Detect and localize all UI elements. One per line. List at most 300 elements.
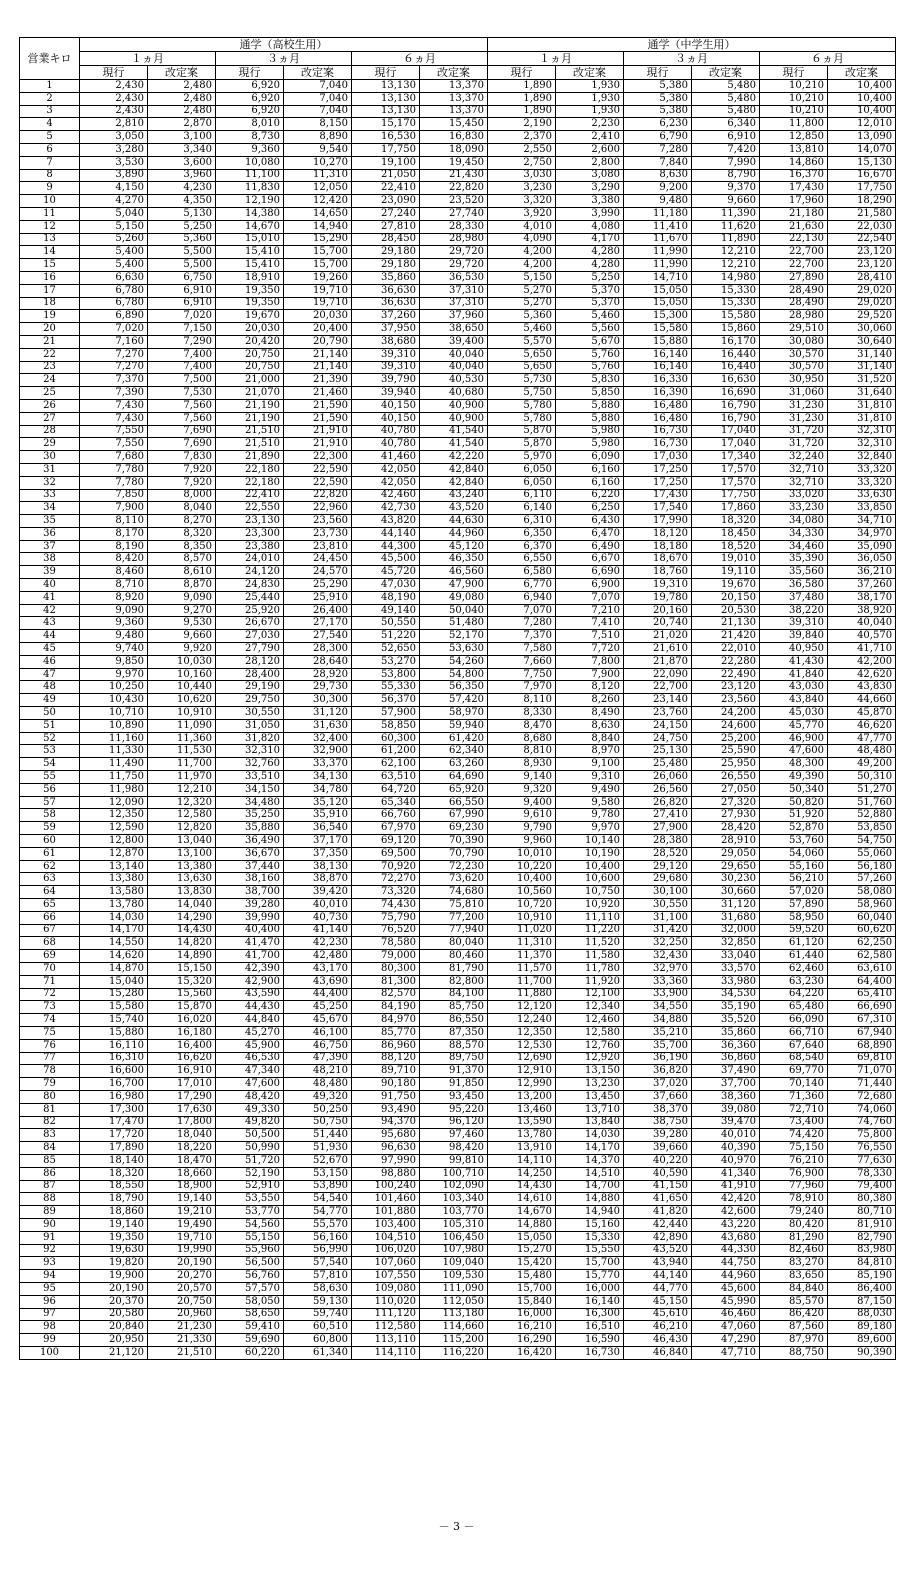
fare-cell: 80,420 (760, 1218, 828, 1231)
fare-cell: 87,560 (760, 1321, 828, 1334)
table-row (20, 822, 896, 835)
fare-cell: 84,810 (828, 1257, 896, 1270)
fare-cell: 53,630 (420, 643, 488, 656)
fare-cell: 10,750 (556, 886, 624, 899)
fare-cell: 57,260 (828, 873, 896, 886)
fare-cell: 5,250 (148, 220, 216, 233)
fare-cell: 17,290 (148, 1090, 216, 1103)
fare-cell: 49,320 (284, 1090, 352, 1103)
fare-cell: 17,630 (148, 1103, 216, 1116)
fare-cell: 9,100 (556, 758, 624, 771)
fare-cell: 14,860 (760, 156, 828, 169)
fare-cell: 53,800 (352, 668, 420, 681)
fare-cell: 86,960 (352, 1039, 420, 1052)
fare-cell: 25,200 (692, 732, 760, 745)
fare-cell: 5,270 (488, 297, 556, 310)
km-cell: 10 (20, 195, 80, 208)
table-row (20, 1295, 896, 1308)
fare-cell: 5,560 (556, 323, 624, 336)
km-cell: 46 (20, 655, 80, 668)
fare-cell: 39,280 (624, 1129, 692, 1142)
fare-cell: 17,250 (624, 476, 692, 489)
fare-cell: 43,240 (420, 489, 488, 502)
km-cell: 53 (20, 745, 80, 758)
fare-cell: 56,500 (216, 1257, 284, 1270)
table-row (20, 348, 896, 361)
fare-cell: 35,390 (760, 553, 828, 566)
fare-cell: 16,140 (624, 348, 692, 361)
fare-cell: 88,120 (352, 1052, 420, 1065)
fare-cell: 36,050 (828, 553, 896, 566)
fare-cell: 4,010 (488, 220, 556, 233)
fare-cell: 2,800 (556, 156, 624, 169)
fare-cell: 32,710 (760, 476, 828, 489)
fare-cell: 19,450 (420, 156, 488, 169)
fare-cell: 37,950 (352, 323, 420, 336)
fare-cell: 5,270 (488, 284, 556, 297)
fare-cell: 23,520 (420, 195, 488, 208)
fare-cell: 5,760 (556, 348, 624, 361)
table-row (20, 732, 896, 745)
ms-3month-header: ３ヵ月 (624, 52, 760, 66)
fare-cell: 17,540 (624, 502, 692, 515)
fare-cell: 11,580 (556, 950, 624, 963)
km-cell: 4 (20, 118, 80, 131)
fare-cell: 23,120 (692, 681, 760, 694)
fare-cell: 45,870 (828, 707, 896, 720)
fare-cell: 42,600 (692, 1206, 760, 1219)
fare-cell: 12,320 (148, 796, 216, 809)
fare-cell: 8,190 (80, 540, 148, 553)
fare-cell: 22,030 (828, 220, 896, 233)
fare-cell: 6,920 (216, 80, 284, 93)
fare-cell: 31,420 (624, 924, 692, 937)
fare-cell: 64,720 (352, 783, 420, 796)
fare-cell: 23,140 (624, 694, 692, 707)
fare-cell: 51,720 (216, 1154, 284, 1167)
fare-cell: 8,630 (624, 169, 692, 182)
fare-cell: 16,910 (148, 1065, 216, 1078)
fare-cell: 18,120 (624, 527, 692, 540)
fare-cell: 41,710 (828, 643, 896, 656)
km-cell: 61 (20, 847, 80, 860)
fare-cell: 21,590 (284, 412, 352, 425)
fare-cell: 57,900 (352, 707, 420, 720)
fare-cell: 1,930 (556, 92, 624, 105)
fare-cell: 8,460 (80, 566, 148, 579)
fare-cell: 13,040 (148, 835, 216, 848)
table-row (20, 1180, 896, 1193)
fare-cell: 16,530 (352, 131, 420, 144)
fare-cell: 12,530 (488, 1039, 556, 1052)
fare-cell: 59,940 (420, 719, 488, 732)
km-cell: 57 (20, 796, 80, 809)
km-cell: 89 (20, 1206, 80, 1219)
fare-cell: 29,750 (216, 694, 284, 707)
fare-cell: 12,420 (284, 195, 352, 208)
fare-cell: 18,320 (80, 1167, 148, 1180)
fare-cell: 31,140 (828, 361, 896, 374)
fare-cell: 36,540 (284, 822, 352, 835)
table-row (20, 655, 896, 668)
fare-cell: 24,750 (624, 732, 692, 745)
fare-cell: 40,150 (352, 399, 420, 412)
fare-cell: 21,510 (148, 1346, 216, 1359)
fare-cell: 30,950 (760, 374, 828, 387)
fare-cell: 75,790 (352, 911, 420, 924)
fare-cell: 1,890 (488, 80, 556, 93)
fare-cell: 9,740 (80, 643, 148, 656)
fare-cell: 16,730 (556, 1346, 624, 1359)
fare-cell: 38,170 (828, 591, 896, 604)
fare-cell: 8,930 (488, 758, 556, 771)
fare-cell: 48,480 (284, 1078, 352, 1091)
fare-cell: 58,650 (216, 1308, 284, 1321)
fare-cell: 10,400 (488, 873, 556, 886)
fare-cell: 39,840 (760, 630, 828, 643)
fare-cell: 4,270 (80, 195, 148, 208)
fare-cell: 27,540 (284, 630, 352, 643)
fare-cell: 32,760 (216, 758, 284, 771)
fare-cell: 40,950 (760, 643, 828, 656)
fare-cell: 89,750 (420, 1052, 488, 1065)
fare-cell: 16,210 (488, 1321, 556, 1334)
fare-cell: 16,700 (80, 1078, 148, 1091)
fare-cell: 54,260 (420, 655, 488, 668)
fare-cell: 30,640 (828, 335, 896, 348)
fare-cell: 73,620 (420, 873, 488, 886)
fare-cell: 18,670 (624, 553, 692, 566)
km-cell: 82 (20, 1116, 80, 1129)
fare-cell: 37,020 (624, 1078, 692, 1091)
fare-cell: 58,970 (420, 707, 488, 720)
fare-cell: 5,650 (488, 361, 556, 374)
fare-cell: 2,190 (488, 118, 556, 131)
fare-cell: 5,360 (148, 233, 216, 246)
fare-cell: 30,300 (284, 694, 352, 707)
fare-cell: 18,760 (624, 566, 692, 579)
fare-cell: 98,420 (420, 1142, 488, 1155)
fare-cell: 2,370 (488, 131, 556, 144)
fare-cell: 59,690 (216, 1334, 284, 1347)
fare-cell: 7,270 (80, 361, 148, 374)
fare-cell: 73,400 (760, 1116, 828, 1129)
fare-cell: 54,060 (760, 847, 828, 860)
fare-cell: 109,040 (420, 1257, 488, 1270)
fare-cell: 56,160 (284, 1231, 352, 1244)
fare-cell: 11,750 (80, 771, 148, 784)
table-row (20, 297, 896, 310)
fare-cell: 17,890 (80, 1142, 148, 1155)
fare-cell: 51,760 (828, 796, 896, 809)
km-cell: 22 (20, 348, 80, 361)
fare-cell: 39,660 (624, 1142, 692, 1155)
fare-cell: 6,160 (556, 463, 624, 476)
fare-cell: 14,890 (148, 950, 216, 963)
fare-cell: 91,750 (352, 1090, 420, 1103)
fare-cell: 26,560 (624, 783, 692, 796)
fare-cell: 45,600 (692, 1282, 760, 1295)
fare-cell: 57,540 (284, 1257, 352, 1270)
km-cell: 65 (20, 899, 80, 912)
fare-cell: 41,840 (760, 668, 828, 681)
fare-cell: 114,660 (420, 1321, 488, 1334)
fare-cell: 19,140 (148, 1193, 216, 1206)
fare-cell: 16,110 (80, 1039, 148, 1052)
table-row (20, 1231, 896, 1244)
table-row (20, 259, 896, 272)
fare-cell: 13,380 (148, 860, 216, 873)
fare-cell: 20,420 (216, 335, 284, 348)
table-row (20, 310, 896, 323)
fare-cell: 9,360 (216, 143, 284, 156)
fare-cell: 13,460 (488, 1103, 556, 1116)
fare-cell: 7,990 (692, 156, 760, 169)
fare-cell: 107,980 (420, 1244, 488, 1257)
table-row (20, 1308, 896, 1321)
fare-cell: 29,020 (828, 297, 896, 310)
fare-cell: 19,900 (80, 1270, 148, 1283)
fare-cell: 31,680 (692, 911, 760, 924)
km-cell: 50 (20, 707, 80, 720)
fare-cell: 19,670 (216, 310, 284, 323)
fare-cell: 84,190 (352, 1001, 420, 1014)
fare-cell: 40,150 (352, 412, 420, 425)
fare-cell: 33,850 (828, 502, 896, 515)
fare-cell: 44,140 (624, 1270, 692, 1283)
fare-cell: 15,270 (488, 1244, 556, 1257)
fare-cell: 63,260 (420, 758, 488, 771)
fare-cell: 32,000 (692, 924, 760, 937)
fare-cell: 16,400 (148, 1039, 216, 1052)
fare-cell: 15,330 (692, 297, 760, 310)
fare-cell: 8,730 (216, 131, 284, 144)
table-row (20, 1026, 896, 1039)
fare-cell: 7,210 (556, 604, 624, 617)
fare-cell: 33,570 (692, 962, 760, 975)
fare-cell: 12,850 (760, 131, 828, 144)
fare-cell: 47,340 (216, 1065, 284, 1078)
fare-cell: 13,630 (148, 873, 216, 886)
fare-cell: 2,480 (148, 92, 216, 105)
km-cell: 100 (20, 1346, 80, 1359)
km-cell: 86 (20, 1167, 80, 1180)
fare-cell: 40,780 (352, 425, 420, 438)
fare-cell: 43,030 (760, 681, 828, 694)
fare-cell: 29,720 (420, 246, 488, 259)
table-row (20, 80, 896, 93)
fare-cell: 43,520 (624, 1244, 692, 1257)
fare-cell: 32,430 (624, 950, 692, 963)
table-row (20, 1090, 896, 1103)
fare-cell: 9,660 (692, 195, 760, 208)
fare-cell: 20,150 (692, 591, 760, 604)
fare-cell: 16,330 (624, 374, 692, 387)
table-row (20, 105, 896, 118)
fare-cell: 14,430 (148, 924, 216, 937)
fare-cell: 43,590 (216, 988, 284, 1001)
fare-cell: 37,660 (624, 1090, 692, 1103)
fare-cell: 17,960 (760, 195, 828, 208)
fare-cell: 32,310 (828, 425, 896, 438)
fare-cell: 7,660 (488, 655, 556, 668)
fare-cell: 5,380 (624, 92, 692, 105)
fare-cell: 3,600 (148, 156, 216, 169)
table-row (20, 1167, 896, 1180)
fare-cell: 11,220 (556, 924, 624, 937)
fare-cell: 32,310 (216, 745, 284, 758)
fare-cell: 7,270 (80, 348, 148, 361)
fare-cell: 5,250 (556, 271, 624, 284)
fare-cell: 12,210 (692, 246, 760, 259)
fare-cell: 9,970 (80, 668, 148, 681)
fare-cell: 83,650 (760, 1270, 828, 1283)
fare-cell: 16,730 (624, 425, 692, 438)
fare-cell: 62,250 (828, 937, 896, 950)
fare-cell: 36,190 (624, 1052, 692, 1065)
fare-cell: 8,170 (80, 527, 148, 540)
fare-cell: 109,080 (352, 1282, 420, 1295)
fare-cell: 82,800 (420, 975, 488, 988)
table-row (20, 950, 896, 963)
fare-cell: 53,770 (216, 1206, 284, 1219)
km-cell: 77 (20, 1052, 80, 1065)
fare-cell: 18,180 (624, 540, 692, 553)
fare-cell: 49,200 (828, 758, 896, 771)
table-row (20, 374, 896, 387)
fare-cell: 42,460 (352, 489, 420, 502)
fare-cell: 34,710 (828, 515, 896, 528)
fare-cell: 34,880 (624, 1014, 692, 1027)
fare-cell: 24,010 (216, 553, 284, 566)
fare-cell: 41,910 (692, 1180, 760, 1193)
km-cell: 27 (20, 412, 80, 425)
fare-cell: 55,570 (284, 1218, 352, 1231)
fare-cell: 76,210 (760, 1154, 828, 1167)
fare-cell: 85,770 (352, 1026, 420, 1039)
fare-cell: 6,940 (488, 591, 556, 604)
fare-cell: 40,530 (420, 374, 488, 387)
fare-cell: 51,440 (284, 1129, 352, 1142)
fare-cell: 12,210 (692, 259, 760, 272)
table-row (20, 425, 896, 438)
proposed-header: 改定案 (828, 66, 896, 80)
fare-cell: 28,490 (760, 297, 828, 310)
fare-cell: 31,120 (692, 899, 760, 912)
fare-cell: 93,490 (352, 1103, 420, 1116)
fare-cell: 31,630 (284, 719, 352, 732)
fare-cell: 44,770 (624, 1282, 692, 1295)
fare-cell: 6,770 (488, 579, 556, 592)
table-row (20, 630, 896, 643)
fare-cell: 67,970 (352, 822, 420, 835)
fare-cell: 14,430 (488, 1180, 556, 1193)
fare-cell: 22,700 (760, 259, 828, 272)
fare-cell: 7,500 (148, 374, 216, 387)
fare-cell: 47,600 (760, 745, 828, 758)
fare-cell: 51,270 (828, 783, 896, 796)
fare-cell: 6,050 (488, 463, 556, 476)
current-header: 現行 (216, 66, 284, 80)
high-school-header: 通学（高校生用） (80, 38, 488, 52)
fare-cell: 8,790 (692, 169, 760, 182)
fare-cell: 14,070 (828, 143, 896, 156)
fare-cell: 49,330 (216, 1103, 284, 1116)
fare-cell: 9,850 (80, 655, 148, 668)
km-cell: 45 (20, 643, 80, 656)
fare-cell: 86,400 (828, 1282, 896, 1295)
fare-cell: 32,400 (284, 732, 352, 745)
fare-cell: 2,810 (80, 118, 148, 131)
table-row (20, 131, 896, 144)
fare-cell: 6,750 (148, 271, 216, 284)
km-cell: 66 (20, 911, 80, 924)
fare-cell: 82,570 (352, 988, 420, 1001)
fare-cell: 28,980 (420, 233, 488, 246)
fare-cell: 17,990 (624, 515, 692, 528)
fare-cell: 40,040 (420, 361, 488, 374)
fare-cell: 9,540 (284, 143, 352, 156)
fare-cell: 48,300 (760, 758, 828, 771)
fare-cell: 13,370 (420, 92, 488, 105)
fare-cell: 58,080 (828, 886, 896, 899)
fare-cell: 30,230 (692, 873, 760, 886)
fare-cell: 50,990 (216, 1142, 284, 1155)
fare-cell: 37,480 (760, 591, 828, 604)
fare-cell: 9,090 (148, 591, 216, 604)
fare-cell: 21,590 (284, 399, 352, 412)
fare-cell: 43,690 (284, 975, 352, 988)
fare-cell: 43,680 (692, 1231, 760, 1244)
fare-cell: 30,570 (760, 361, 828, 374)
fare-cell: 13,370 (420, 80, 488, 93)
fare-cell: 1,890 (488, 105, 556, 118)
table-row (20, 873, 896, 886)
fare-cell: 29,050 (692, 847, 760, 860)
table-row (20, 271, 896, 284)
fare-cell: 12,580 (148, 809, 216, 822)
fare-cell: 7,530 (148, 387, 216, 400)
km-cell: 34 (20, 502, 80, 515)
fare-cell: 7,160 (80, 335, 148, 348)
fare-cell: 17,800 (148, 1116, 216, 1129)
km-cell: 33 (20, 489, 80, 502)
fare-cell: 13,580 (80, 886, 148, 899)
fare-cell: 104,510 (352, 1231, 420, 1244)
fare-cell: 25,910 (284, 591, 352, 604)
fare-cell: 23,380 (216, 540, 284, 553)
fare-cell: 17,030 (624, 451, 692, 464)
km-cell: 1 (20, 80, 80, 93)
fare-cell: 11,990 (624, 259, 692, 272)
fare-cell: 33,320 (828, 476, 896, 489)
fare-cell: 29,730 (284, 681, 352, 694)
fare-cell: 11,310 (284, 169, 352, 182)
fare-cell: 38,750 (624, 1116, 692, 1129)
fare-cell: 40,730 (284, 911, 352, 924)
fare-cell: 3,530 (80, 156, 148, 169)
fare-cell: 36,580 (760, 579, 828, 592)
fare-cell: 18,140 (80, 1154, 148, 1167)
fare-cell: 24,200 (692, 707, 760, 720)
fare-cell: 9,970 (556, 822, 624, 835)
fare-cell: 6,140 (488, 502, 556, 515)
fare-cell: 3,340 (148, 143, 216, 156)
fare-cell: 94,370 (352, 1116, 420, 1129)
fare-cell: 20,750 (216, 361, 284, 374)
fare-cell: 9,490 (556, 783, 624, 796)
fare-cell: 8,680 (488, 732, 556, 745)
